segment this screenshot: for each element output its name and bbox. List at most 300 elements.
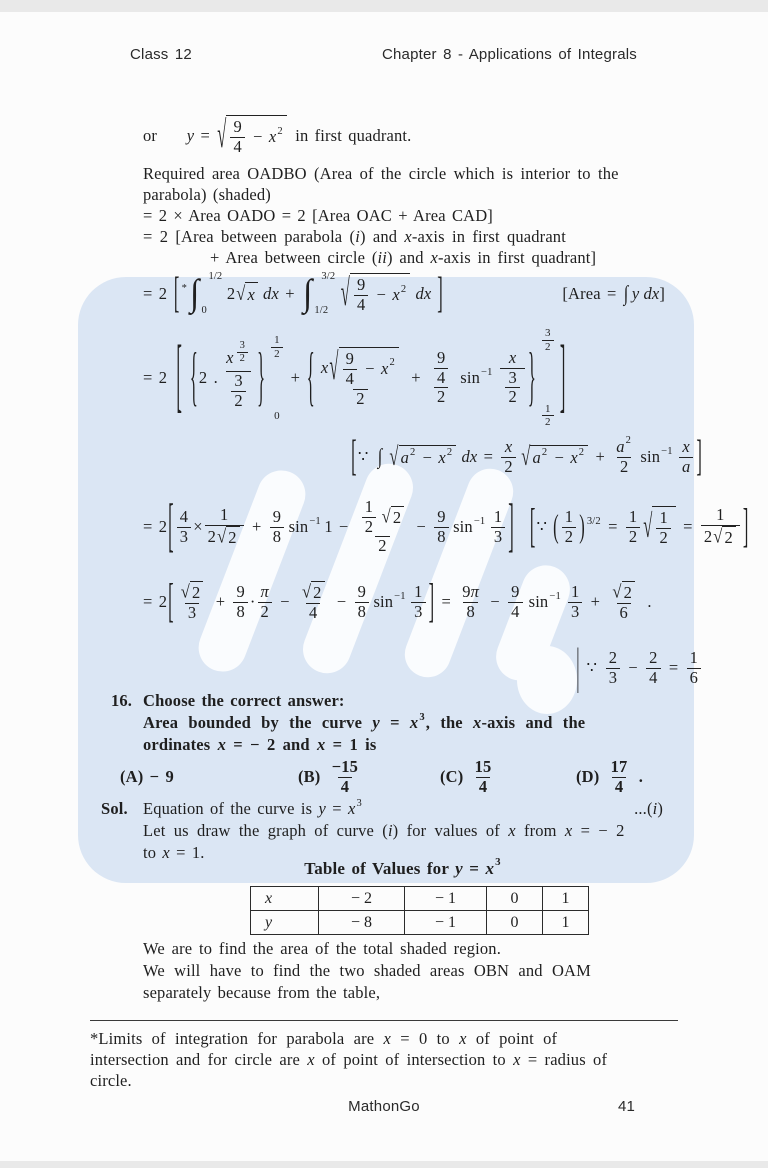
- math-token: y: [372, 712, 380, 732]
- math-token: x: [381, 358, 389, 378]
- math-token: [230, 118, 244, 137]
- math-token: [401, 283, 406, 296]
- math-token: (: [553, 506, 559, 545]
- math-token: 15: [474, 756, 492, 776]
- math-token: 2: [619, 456, 629, 476]
- math-token: = − 2 and: [226, 734, 317, 754]
- math-token: −: [273, 591, 296, 611]
- math-token: 9: [437, 506, 446, 526]
- solution-line: [143, 798, 663, 820]
- math-token: [277, 125, 282, 138]
- math-token: sin: [373, 591, 394, 611]
- math-token: −: [416, 447, 439, 467]
- math-token: 4: [340, 776, 350, 796]
- math-token: [476, 777, 490, 797]
- math-token: [701, 525, 740, 547]
- math-token: of point of intersection to: [314, 1049, 514, 1069]
- math-token: 1/2: [208, 271, 223, 282]
- math-token: [505, 369, 519, 408]
- math-token: sin: [288, 516, 309, 536]
- math-token: [217, 526, 240, 547]
- math-token: }: [257, 337, 266, 413]
- table-cell: − 1: [405, 911, 487, 935]
- math-token: [687, 668, 701, 688]
- math-token: .: [632, 766, 644, 786]
- math-token: = 2: [143, 516, 168, 536]
- math-token: 2: [234, 390, 243, 410]
- option-b: [298, 754, 363, 800]
- math-token: [233, 583, 247, 602]
- math-token: [608, 758, 631, 777]
- math-token: [617, 603, 631, 623]
- math-token: 4: [233, 136, 242, 156]
- equation-side-note: [529, 497, 750, 553]
- math-token: [343, 369, 357, 389]
- math-token: 2: [313, 582, 322, 602]
- math-token: = − 2: [572, 820, 625, 840]
- math-token: 2: [228, 527, 237, 547]
- math-token: 1: [716, 505, 725, 525]
- math-token: ∫: [623, 280, 629, 306]
- math-token: x: [268, 126, 277, 146]
- math-token: [190, 271, 222, 317]
- math-token: √: [521, 440, 531, 471]
- math-token: 6: [689, 667, 698, 687]
- math-token: Sol.: [101, 798, 128, 818]
- option-c: [440, 754, 496, 800]
- math-token: = radius of: [520, 1049, 608, 1069]
- math-token: [612, 777, 626, 797]
- solution-line: [143, 820, 625, 842]
- math-token: x: [682, 436, 690, 456]
- paragraph-line: [143, 163, 619, 185]
- table-cell: x: [251, 887, 319, 911]
- math-token: 2: [356, 388, 365, 408]
- math-token: [: [173, 267, 180, 317]
- math-token: 2: [239, 352, 246, 364]
- math-token: [231, 372, 245, 411]
- math-token: =: [435, 591, 458, 611]
- math-token: [463, 602, 477, 622]
- paragraph-line: [143, 960, 591, 982]
- math-token: Choose the correct answer:: [143, 690, 345, 710]
- math-token: [: [176, 326, 183, 422]
- footer-brand: MathonGo: [348, 1098, 420, 1115]
- math-token: [389, 440, 456, 471]
- math-token: [540, 403, 556, 429]
- math-token: [182, 282, 187, 295]
- math-token: [394, 590, 406, 603]
- math-token: 3: [356, 797, 362, 809]
- math-token: [491, 527, 505, 547]
- math-token: √: [217, 525, 227, 548]
- math-token: ×: [193, 516, 203, 536]
- math-token: to: [143, 842, 163, 862]
- math-token: [646, 649, 660, 688]
- math-token: [434, 349, 448, 388]
- math-token: or: [143, 125, 158, 145]
- math-token: +: [290, 367, 301, 387]
- footnote-line: [90, 1070, 132, 1092]
- math-token: i: [652, 798, 658, 818]
- math-token: (D): [576, 766, 606, 786]
- math-token: [314, 305, 335, 317]
- math-token: {: [189, 337, 198, 413]
- math-token: y: [455, 859, 463, 879]
- math-token: −1: [394, 590, 406, 602]
- math-token: [231, 391, 245, 411]
- math-token: [271, 334, 283, 360]
- math-token: [353, 389, 367, 409]
- math-token: x: [459, 1028, 467, 1048]
- math-token: *Limits of integration for parabola are: [90, 1028, 384, 1048]
- math-token: =: [477, 446, 500, 466]
- math-token: sin: [460, 367, 480, 387]
- math-token: [606, 649, 620, 688]
- math-token: 8: [272, 526, 282, 546]
- math-token: [311, 581, 324, 602]
- paragraph-line: [143, 982, 380, 1004]
- math-token: [177, 581, 208, 622]
- math-token: −: [370, 284, 393, 304]
- equation-main: [143, 490, 515, 559]
- math-token: [508, 583, 522, 622]
- math-token: 3: [495, 856, 501, 869]
- equation-tag: [634, 799, 663, 820]
- math-token: [652, 506, 675, 547]
- math-token: −: [358, 358, 381, 378]
- math-token: parabola) (shaded): [143, 184, 271, 204]
- question-text-line: [143, 712, 585, 734]
- math-token: [355, 602, 369, 622]
- math-token: 2: [274, 347, 280, 360]
- math-token: [340, 270, 411, 315]
- math-token: y: [631, 283, 640, 303]
- math-token: 4: [614, 776, 624, 796]
- math-token: [608, 581, 639, 602]
- math-token: x: [504, 436, 513, 456]
- math-token: ]: [508, 490, 514, 559]
- math-token: [474, 515, 486, 528]
- solution-equation: [143, 799, 363, 820]
- math-token: [459, 583, 482, 622]
- math-token: 2: [608, 647, 618, 667]
- table-cell: y: [251, 911, 319, 935]
- math-token: −: [410, 516, 433, 536]
- math-token: +: [404, 367, 427, 387]
- question-number: [111, 690, 132, 712]
- math-token: dx: [415, 283, 432, 303]
- math-token: [411, 583, 425, 602]
- math-token: [318, 344, 403, 408]
- math-token: +: [589, 446, 612, 466]
- math-token: [177, 508, 191, 527]
- math-token: [201, 305, 222, 317]
- solution-label: [101, 798, 128, 820]
- math-token: [271, 347, 283, 361]
- math-token: [205, 506, 244, 547]
- math-token: ]: [742, 497, 749, 553]
- math-token: .: [641, 591, 652, 611]
- math-token: = 0 to: [390, 1028, 460, 1048]
- math-token: [626, 508, 640, 547]
- math-token: 2: [277, 125, 283, 137]
- option-d: [576, 754, 643, 800]
- math-token: 2: [192, 582, 201, 602]
- math-token: [329, 344, 399, 389]
- math-token: {: [306, 337, 315, 413]
- math-token: 2: [659, 527, 668, 547]
- math-token: ) and: [386, 247, 431, 267]
- math-token: [230, 137, 244, 157]
- math-token: 1: [414, 581, 423, 601]
- math-token: = 2 × Area OADO = 2 [Area OAC + Area CAD]: [143, 205, 493, 225]
- math-token: +: [278, 283, 301, 303]
- math-token: = 2: [143, 283, 168, 303]
- math-token: [500, 349, 524, 408]
- math-token: [722, 526, 735, 547]
- table-cell: − 8: [319, 911, 405, 935]
- math-token: sin: [453, 516, 473, 536]
- math-token: 8: [437, 526, 446, 546]
- math-token: [613, 435, 635, 457]
- math-token: [562, 508, 576, 547]
- math-token: √: [643, 506, 653, 545]
- math-token: x: [473, 712, 482, 732]
- math-token: [258, 583, 272, 602]
- side-note-line: [143, 637, 703, 696]
- math-token: −1: [661, 445, 673, 457]
- math-token: y: [186, 125, 195, 145]
- math-token: [217, 506, 231, 525]
- paragraph-line: [143, 184, 271, 206]
- math-token: 1: [493, 506, 503, 526]
- math-token: [542, 403, 554, 429]
- math-token: }: [527, 337, 536, 413]
- math-token: x: [316, 734, 326, 754]
- math-token: ∵: [586, 657, 598, 677]
- math-token: −1: [481, 366, 493, 378]
- math-token: [258, 583, 272, 622]
- math-token: [447, 446, 452, 459]
- math-token: [521, 440, 588, 471]
- table-of-values: [250, 886, 589, 935]
- option-a: [120, 754, 174, 800]
- math-token: [568, 583, 582, 622]
- math-token: [231, 372, 245, 391]
- math-token: [354, 295, 368, 315]
- math-token: 3/2: [586, 515, 601, 527]
- math-token: Equation of the curve is: [143, 798, 319, 818]
- math-token: [338, 777, 352, 797]
- math-token: [646, 649, 660, 668]
- math-token: 4: [356, 294, 366, 314]
- math-token: -axis in first quadrant: [411, 226, 566, 246]
- math-token: 3/2: [321, 271, 336, 282]
- math-token: 4: [309, 602, 318, 622]
- table-cell: 0: [487, 911, 543, 935]
- math-token: [357, 498, 409, 557]
- math-token: 2: [389, 357, 395, 369]
- math-token: [429, 349, 453, 408]
- math-token: √: [180, 580, 191, 602]
- math-token: ]: [437, 267, 443, 317]
- math-token: +: [245, 516, 268, 536]
- math-token: [495, 856, 501, 870]
- math-token: 3: [493, 526, 503, 546]
- math-token: [501, 438, 515, 477]
- math-token: x: [570, 447, 578, 467]
- math-token: y: [318, 798, 326, 818]
- equation-line-3: [143, 486, 750, 568]
- math-token: [491, 508, 505, 527]
- math-token: 1: [571, 581, 580, 601]
- math-token: 3: [571, 601, 580, 621]
- math-token: 1/2: [314, 305, 329, 317]
- math-token: [606, 649, 620, 668]
- math-token: =: [662, 657, 685, 677]
- math-token: [314, 271, 335, 317]
- math-token: [208, 271, 222, 283]
- math-token: +: [209, 591, 232, 611]
- math-token: [270, 508, 284, 547]
- math-token: [237, 340, 248, 352]
- math-token: We will have to find the two shaded areas OBN and OAM: [143, 960, 591, 980]
- math-token: a: [400, 447, 409, 467]
- math-token: 2: [544, 416, 551, 429]
- math-token: [540, 327, 556, 429]
- math-token: [343, 350, 357, 389]
- math-token: [410, 446, 415, 459]
- math-token: 2: [378, 536, 387, 556]
- math-token: 1: [544, 402, 551, 415]
- math-token: [298, 581, 329, 622]
- math-token: −: [548, 447, 571, 467]
- math-token: = 2: [143, 367, 168, 387]
- math-token: [235, 340, 250, 365]
- math-token: [Area =: [562, 283, 623, 303]
- math-token: dx: [461, 446, 478, 466]
- math-token: π: [470, 581, 480, 601]
- math-token: [411, 583, 425, 622]
- math-token: 1: [628, 506, 638, 526]
- math-token: [354, 276, 368, 295]
- math-token: 2: [392, 507, 402, 527]
- math-token: [491, 508, 505, 547]
- math-token: ordinates: [143, 734, 218, 754]
- math-token: [258, 602, 272, 622]
- math-token: [429, 349, 453, 388]
- math-token: −1: [473, 515, 486, 527]
- math-token: 2: [364, 516, 374, 536]
- math-token: 2: [508, 387, 517, 407]
- paragraph-line: [143, 226, 566, 248]
- table-cell: − 1: [405, 887, 487, 911]
- math-token: (B): [298, 766, 327, 786]
- math-token: 2: [564, 526, 574, 546]
- math-token: ∫: [190, 272, 200, 314]
- math-token: =: [601, 516, 624, 536]
- math-token: [568, 583, 582, 602]
- math-token: [617, 457, 631, 477]
- math-token: Table of Values for: [304, 859, 456, 879]
- math-token: [230, 118, 244, 157]
- math-token: 8: [466, 601, 475, 621]
- math-token: a: [681, 456, 691, 476]
- math-token: [329, 758, 361, 777]
- math-token: [613, 435, 635, 477]
- math-token: [506, 349, 519, 368]
- math-token: [568, 602, 582, 622]
- math-token: 9: [462, 581, 471, 601]
- math-token: ∫: [377, 443, 383, 469]
- math-token: [679, 457, 693, 477]
- math-token: = 1 is: [325, 734, 377, 754]
- math-token: +: [584, 591, 607, 611]
- math-token: [679, 438, 692, 457]
- math-token: √: [301, 580, 312, 602]
- math-token: [362, 517, 376, 537]
- math-token: x: [162, 842, 170, 862]
- math-token: -axis and the: [481, 712, 586, 732]
- math-token: [233, 602, 247, 622]
- math-token: [472, 758, 495, 777]
- math-token: 3: [544, 327, 551, 339]
- math-token: 2: [578, 446, 585, 458]
- math-token: sin: [528, 591, 549, 611]
- math-token: x: [430, 247, 438, 267]
- math-token: 6: [619, 602, 628, 622]
- math-token: [185, 603, 199, 623]
- math-token: [302, 581, 325, 602]
- footnote-line: [90, 1049, 607, 1071]
- math-token: 2 .: [198, 367, 218, 387]
- math-token: [223, 339, 254, 370]
- math-token: [562, 508, 576, 527]
- math-token: ]: [659, 283, 665, 303]
- math-token: 2: [628, 526, 638, 546]
- math-token: (A) − 9: [120, 766, 174, 786]
- equation-line-1: [143, 266, 665, 322]
- math-token: [350, 273, 410, 314]
- math-token: −: [330, 591, 353, 611]
- math-token: 1: [689, 647, 698, 667]
- math-token: [270, 527, 284, 547]
- math-token: [472, 758, 495, 797]
- math-token: [411, 602, 425, 622]
- math-token: a: [616, 436, 625, 456]
- math-token: 9: [511, 581, 520, 601]
- math-token: i: [355, 226, 360, 246]
- math-token: π: [260, 581, 269, 601]
- math-token: 8: [357, 601, 366, 621]
- math-token: 3: [508, 367, 517, 387]
- math-token: 3: [419, 711, 425, 723]
- question-title: [143, 690, 345, 712]
- math-token: [434, 368, 448, 388]
- math-token: 2: [446, 446, 453, 458]
- math-token: [481, 366, 493, 379]
- math-token: , the: [425, 712, 474, 732]
- math-token: dx: [643, 283, 660, 303]
- math-token: 9: [436, 347, 446, 367]
- math-token: 3: [187, 602, 197, 622]
- math-token: [608, 758, 631, 797]
- math-token: =: [325, 798, 348, 818]
- math-token: 2: [703, 526, 713, 546]
- math-token: [217, 112, 287, 157]
- question-text-line: [143, 734, 376, 756]
